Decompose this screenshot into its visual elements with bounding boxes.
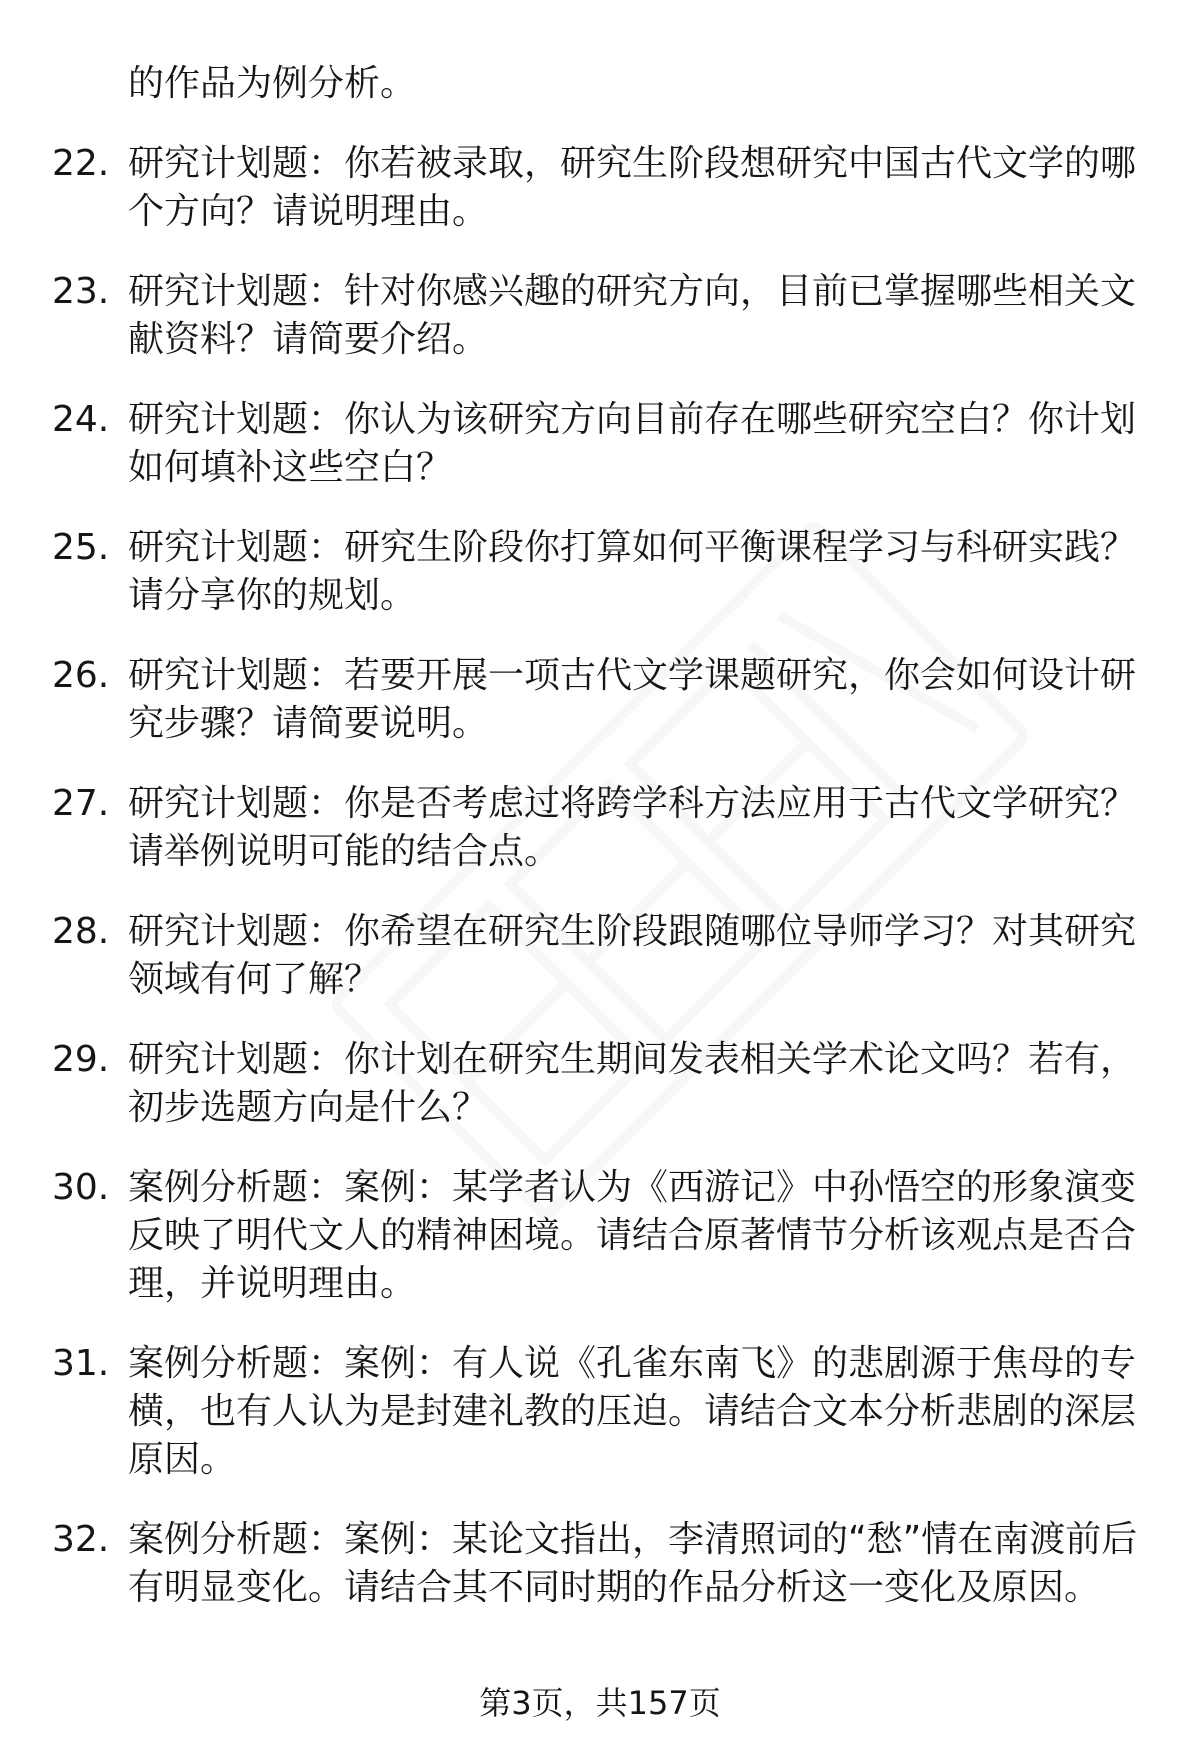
list-item [0, 396, 1200, 524]
question-number: 29. [52, 1039, 110, 1080]
question-text: 案例分析题：案例：有人说《孔雀东南飞》的悲剧源于焦母的专横，也有人认为是封建礼教的压迫。请结合文本分析悲剧的深层原因。 [128, 1343, 1137, 1480]
question-number: 32. [52, 1519, 110, 1560]
list-item [0, 1340, 1200, 1516]
question-text: 研究计划题：研究生阶段你打算如何平衡课程学习与科研实践？请分享你的规划。 [128, 527, 1137, 616]
question-number: 26. [52, 655, 110, 696]
question-text: 研究计划题：针对你感兴趣的研究方向，目前已掌握哪些相关文献资料？请简要介绍。 [128, 271, 1137, 360]
list-item [0, 268, 1200, 396]
question-number: 31. [52, 1343, 110, 1384]
page-indicator: 第3页，共157页 [479, 1684, 721, 1722]
question-text: 研究计划题：你是否考虑过将跨学科方法应用于古代文学研究？请举例说明可能的结合点。 [128, 783, 1137, 872]
list-item [0, 652, 1200, 780]
list-item [0, 780, 1200, 908]
question-number: 30. [52, 1167, 110, 1208]
question-number: 22. [52, 143, 110, 184]
list-item [0, 1516, 1200, 1612]
question-text: 案例分析题：案例：某学者认为《西游记》中孙悟空的形象演变反映了明代文人的精神困境。请结合原著情节分析该观点是否合理，并说明理由。 [128, 1167, 1137, 1304]
list-item [0, 1036, 1200, 1164]
question-text: 研究计划题：若要开展一项古代文学课题研究，你会如何设计研究步骤？请简要说明。 [128, 655, 1137, 744]
question-text: 研究计划题：你认为该研究方向目前存在哪些研究空白？你计划如何填补这些空白？ [128, 399, 1137, 488]
question-text: 研究计划题：你希望在研究生阶段跟随哪位导师学习？对其研究领域有何了解？ [128, 911, 1137, 1000]
carry-over-line: 的作品为例分析。 [128, 63, 417, 104]
question-number: 27. [52, 783, 110, 824]
question-text: 案例分析题：案例：某论文指出，李清照词的“愁”情在南渡前后有明显变化。请结合其不同时期的作品分析这一变化及原因。 [128, 1519, 1138, 1608]
question-list [0, 140, 1200, 1612]
list-item [0, 524, 1200, 652]
question-number: 24. [52, 399, 110, 440]
question-number: 28. [52, 911, 110, 952]
question-text: 研究计划题：你若被录取，研究生阶段想研究中国古代文学的哪个方向？请说明理由。 [128, 143, 1137, 232]
list-item [0, 908, 1200, 1036]
question-text: 研究计划题：你计划在研究生期间发表相关学术论文吗？若有，初步选题方向是什么？ [128, 1039, 1137, 1128]
list-item [0, 140, 1200, 268]
question-number: 23. [52, 271, 110, 312]
list-item [0, 1164, 1200, 1340]
question-number: 25. [52, 527, 110, 568]
